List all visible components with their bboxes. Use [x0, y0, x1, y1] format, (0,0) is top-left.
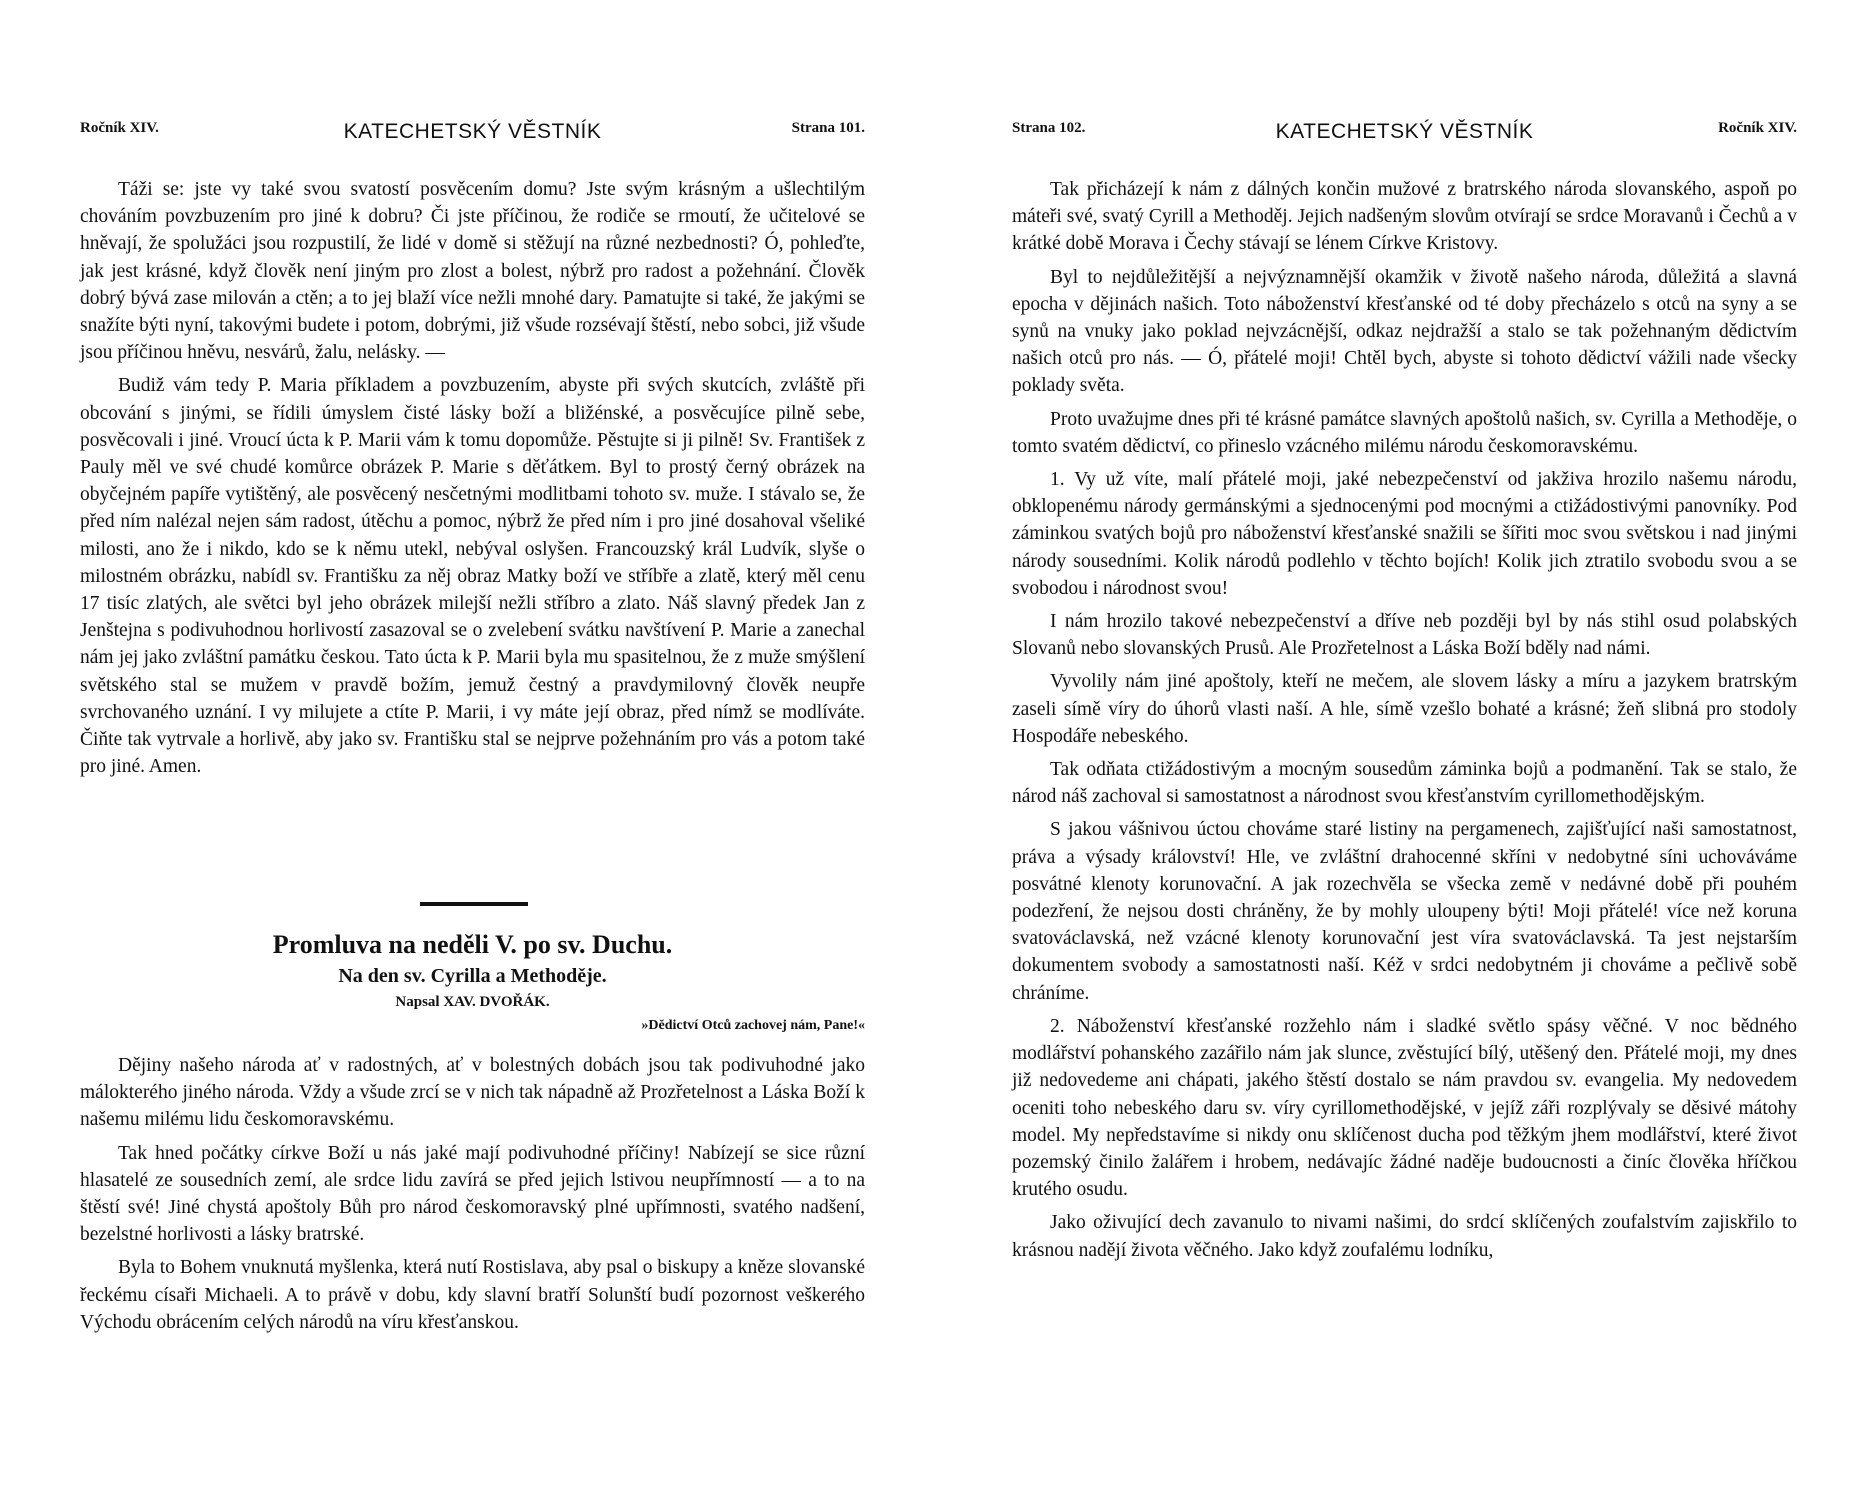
paragraph: Jako oživující dech zavanulo to nivami našimi, do srdcí sklíčených zoufalstvím zajiskřilo to krásnou nadějí života věčného. Jako když zoufalému lodníku,: [1012, 1212, 1797, 1261]
paragraph: Tak hned počátky církve Boží u nás jaké mají podivuhodné příčiny! Nabízejí se sice různí hlasatelé ze sousedních zemí, ale srdce lidu zavírá se před jejich lstivou neupřímností — a to na štěstí své! Jiné chystá apoštoly Bůh pro národ českomoravský plné upřímnosti, svatého nadšení, bezelstné horlivosti a lásky bratrské.: [80, 1142, 865, 1246]
paragraph: Vyvolily nám jiné apoštoly, kteří ne mečem, ale slovem lásky a míru a jazykem bratrským zaseli símě víry do úhorů vlasti naší. A hle, símě vzešlo bohaté a krásné; žeň slibná pro stodoly Hospodáře nebeského.: [1012, 671, 1797, 747]
paragraph: Proto uvažujme dnes při té krásné památce slavných apoštolů našich, sv. Cyrilla a Methoděje, o tomto svatém dědictví, co přineslo vzácného milému národu českomoravskému.: [1012, 408, 1797, 457]
section-divider: [420, 902, 528, 906]
left-text-bottom: [80, 1052, 865, 1342]
sermon-author: Napsal XAV. DVOŘÁK.: [395, 994, 550, 1010]
paragraph: Tak odňata ctižádostivým a mocným sousedům záminka bojů a podmanění. Tak se stalo, že národ náš zachoval si samostatnost a národnost svou křesťanstvím cyrillomethodějským.: [1012, 759, 1797, 808]
right-text: [1012, 176, 1797, 1270]
sermon-motto: »Dědictví Otců zachovej nám, Pane!«: [641, 1018, 865, 1033]
paragraph: Dějiny našeho národa ať v radostných, ať v bolestných dobách jsou tak podivuhodné jako málokterého jiného národa. Vždy a všude zrcí se v nich tak nápadně až Prozřetelnost a Láska Boží k našemu milému lidu českomoravskému.: [80, 1055, 865, 1131]
right-volume-label: Ročník XIV.: [1718, 120, 1797, 136]
left-page: [80, 0, 865, 1500]
left-running-head: [80, 120, 865, 150]
sermon-subtitle: Na den sv. Cyrilla a Methoděje.: [338, 965, 607, 987]
paragraph: Byl to nejdůležitější a nejvýznamnější okamžik v životě našeho národa, důležitá a slavná epocha v dějinách našich. Toto náboženství křesťanské od té doby přecházelo s otců na syny a se synů na vnuky jako poklad nejvzácnější, odkaz nejdražší a stalo se tak požehnaným dědictvím našich otců pro nás. — Ó, přátelé moji! Chtěl bych, abyste si tohoto dědictví vážili nade všecky poklady světa.: [1012, 266, 1797, 397]
right-page: [1012, 0, 1797, 1500]
paragraph: Budiž vám tedy P. Maria příkladem a povzbuzením, abyste při svých skutcích, zvláště při obcování s jinými, se řídili úmyslem čisté lásky boží a bližénské, a posvěcujíce pilně sebe, posvěcovali i jiné. Vroucí úcta k P. Marii vám k tomu dopomůže. Pěstujte si ji pilně! Sv. František z Pauly měl ve své chudé komůrce obrázek P. Marie s děťátkem. Byl to prostý černý obrázek na obyčejném papíře vytištěný, ale posvěcený nesčetnými modlitbami tohoto sv. muže. I stávalo se, že před ním nalézal nejen sám radost, útěchu a pomoc, nýbrž že před ním i pro jiné dosahoval všeliké milosti, ano že i nikdo, kdo se k němu utekl, nebýval oslyšen. Francouzský král Ludvík, slyše o milostném obrázku, nabídl sv. Františku za něj obraz Matky boží ve stříbře a zlatě, který měl cenu 17 tisíc zlatých, ale světci byl jeho obrázek milejší nežli stříbro a zlato. Náš slavný předek Jan z Jenštejna s podivuhodnou horlivostí zasazoval se o zvelebení svátku navštívení P. Marie a zanechal nám jej jako zvláštní památku českou. Tato úcta k P. Marii byla mu spasitelnou, že z muže smýšlení světského stal se mužem v pravdě božím, jemuž čestný a pravdymilovný člověk neupře svrchovaného uznání. I vy milujete a ctíte P. Marii, i vy máte její obraz, před nímž se modlíváte. Čiňte tak vytrvale a horlivě, aby jako sv. Františku stal se nejprve požehnáním pro vás a potom také pro jiné. Amen.: [80, 375, 865, 778]
right-running-head: [1012, 120, 1797, 150]
left-volume-label: Ročník XIV.: [80, 120, 159, 136]
left-text-top: [80, 176, 865, 786]
sermon-title: Promluva na neděli V. po sv. Duchu.: [272, 930, 673, 959]
paragraph: Tak přicházejí k nám z dálných končin mužové z bratrského národa slovanského, aspoň po máteři své, svatý Cyrill a Methoděj. Jejich nadšeným slovům otvírají se srdce Moravanů i Čechů a v krátké době Morava i Čechy stávají se lénem Církve Kristovy.: [1012, 179, 1797, 255]
right-journal-title: KATECHETSKÝ VĚSTNÍK: [1275, 120, 1534, 143]
paragraph: Byla to Bohem vnuknutá myšlenka, která nutí Rostislava, aby psal o biskupy a kněze slovanské řeckému císaři Michaeli. A to právě v dobu, kdy slavní bratří Solunští budí pozornost veškerého Východu obrácením celých národů na víru křesťanskou.: [80, 1257, 865, 1333]
paragraph: 1. Vy už víte, malí přátelé moji, jaké nebezpečenství od jakživa hrozilo našemu národu, obklopenému národy germánskými a sjednocenými pod mocnými a ctižádostivými panovníky. Pod záminkou svatých bojů pro náboženství křesťanské snažili se šířiti moc svou světskou i nad jinými národy sousedními. Kolik národů podlehlo v těchto bojích! Kolik jich ztratilo svobodu svou a se svobodou i národnost svou!: [1012, 469, 1797, 599]
right-page-number: Strana 102.: [1012, 120, 1086, 136]
paragraph: 2. Náboženství křesťanské rozžehlo nám i sladké světlo spásy věčné. V noc bědného modlářství pohanského zazářilo nám jak slunce, zvěstující bílý, utěšený den. Přátelé moji, my dnes již nedovedeme ani chápati, jakého štěstí dostalo se nám pravdou sv. evangelia. My nedovedem oceniti toho nebeského daru sv. víry cyrillomethodějské, v jejíž záři rozplývaly se děsivé mátohy model. My nepředstavíme si nikdy onu sklíčenost ducha pod těžkým jhem modlářství, které život pozemský činilo žalářem i hrobem, nedávajíc žádné naděje budoucnosti a činíc člověka hříčkou krutého osudu.: [1012, 1015, 1797, 1201]
left-page-number: Strana 101.: [791, 120, 865, 136]
paragraph: Táži se: jste vy také svou svatostí posvěcením domu? Jste svým krásným a ušlechtilým chováním povzbuzením pro jiné k dobru? Či jste příčinou, že rodiče se rmoutí, že učitelové se hněvají, že spolužáci jsou rozpustilí, že lidé v domě si stěžují na různé nezbednosti? Ó, pohleďte, jak jest krásné, když člověk není jiným pro zlost a bolest, nýbrž pro radost a požehnání. Člověk dobrý bývá zase milován a ctěn; a to jej blaží více nežli mnohé dary. Pamatujte si také, že jakými se snažíte býti nyní, takovými budete i potom, dobrými, již všude rozsévají štěstí, nebo sobci, již všude jsou příčinou hněvu, nesvárů, žalu, nelásky. —: [80, 179, 865, 364]
left-journal-title: KATECHETSKÝ VĚSTNÍK: [343, 120, 602, 143]
sermon-heading: [80, 928, 865, 1038]
paragraph: S jakou vášnivou úctou chováme staré listiny na pergamenech, zajišťující naši samostatnost, práva a výsady království! Hle, ve zvláštní drahocenné skříni v nedobytné síni uchováváme posvátné klenoty korunovační. A jak rozechvěla se všecka země v nedávné době při pouhém podezření, že nejsou dosti chráněny, že by mohly uloupeny býti! Moji přátelé! více než koruna svatováclavská, než vzácné klenoty korunovační jest víra svatováclavská. Ta jest nejstarším dokumentem svobody a samostatnosti naší. Kéž v srdci nedobytném ji chováme a pečlivě sobě chráníme.: [1012, 819, 1797, 1004]
paragraph: I nám hrozilo takové nebezpečenství a dříve neb později byl by nás stihl osud polabských Slovanů nebo slovanských Prusů. Ale Prozřetelnost a Láska Boží bděly nad námi.: [1012, 611, 1797, 660]
